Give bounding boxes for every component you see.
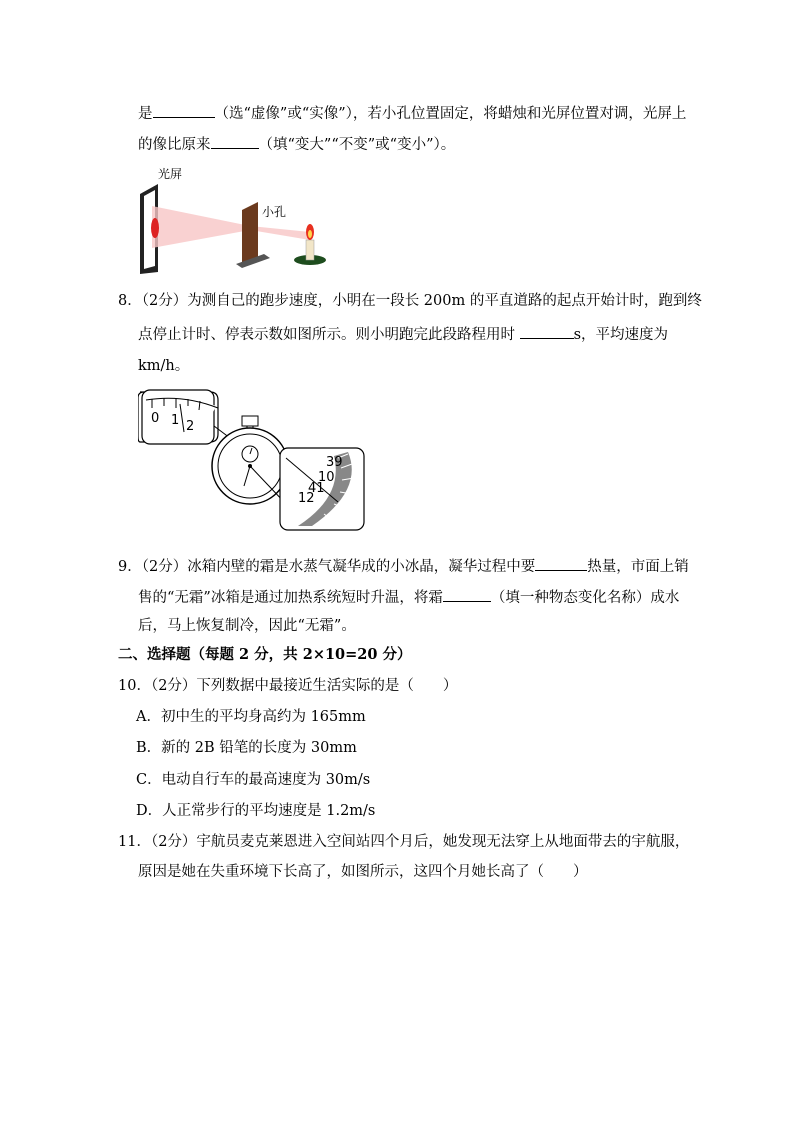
q9-line-2 bbox=[138, 586, 679, 608]
stopwatch-crown bbox=[242, 416, 258, 426]
q10-option-c[interactable]: C．电动自行车的最高速度为 30m/s bbox=[136, 772, 371, 788]
q8-line-1: 8．（2分）为测自己的跑步速度，小明在一段长 200m 的平直道路的起点开始计时，跑到终 bbox=[118, 293, 702, 309]
pinhole-board bbox=[242, 202, 258, 266]
candle-flame-core bbox=[308, 230, 312, 238]
q7-text: 是 bbox=[138, 106, 153, 122]
q7-line-1 bbox=[138, 102, 686, 124]
q10-stem: 10．（2分）下列数据中最接近生活实际的是（ ） bbox=[118, 678, 458, 694]
q10-option-d[interactable]: D．人正常步行的平均速度是 1.2m/s bbox=[136, 803, 376, 819]
q8-line-3 bbox=[138, 354, 189, 376]
q11-line-1: 11．（2分）宇航员麦克莱恩进入空间站四个月后，她发现无法穿上从地面带去的宇航服， bbox=[118, 834, 690, 850]
section-title: 二、选择题（每题 2 分，共 2×10=20 分） bbox=[118, 646, 412, 663]
large-dial-label: 39 bbox=[326, 455, 343, 470]
q8-text: km/h。 bbox=[138, 358, 190, 374]
q8-text: s，平均速度为 bbox=[573, 327, 669, 343]
q9-answer-blank-2[interactable] bbox=[443, 586, 491, 602]
large-dial-label: 10 bbox=[318, 470, 335, 485]
screen-label: 光屏 bbox=[158, 167, 183, 181]
hole-label: 小孔 bbox=[262, 205, 287, 219]
q7-answer-blank-1[interactable] bbox=[153, 102, 215, 118]
q9-text: 热量，市面上销 bbox=[587, 559, 689, 575]
small-dial-label: 2 bbox=[186, 419, 195, 434]
q7-answer-blank-2[interactable] bbox=[211, 133, 259, 149]
q9-text: 9．（2分）冰箱内壁的霜是水蒸气凝华成的小冰晶，凝华过程中要 bbox=[118, 559, 536, 575]
small-dial-label: 1 bbox=[171, 413, 180, 428]
q11-line-2: 原因是她在失重环境下长高了，如图所示，这四个月她长高了（ ） bbox=[138, 864, 588, 880]
q9-answer-blank-1[interactable] bbox=[535, 555, 587, 571]
q8-answer-blank-1[interactable] bbox=[520, 323, 574, 339]
q9-line-1 bbox=[118, 555, 689, 577]
light-beam-left bbox=[152, 206, 250, 248]
light-beam-right bbox=[250, 226, 310, 240]
large-dial-label: 41 bbox=[308, 481, 325, 496]
stopwatch-figure bbox=[138, 386, 368, 532]
q10-option-b[interactable]: B．新的 2B 铅笔的长度为 30mm bbox=[136, 740, 357, 756]
large-dial-label: 12 bbox=[298, 491, 315, 506]
candle bbox=[306, 240, 314, 260]
pinhole-figure bbox=[138, 166, 338, 274]
q7-text: 的像比原来 bbox=[138, 137, 211, 153]
q8-line-2 bbox=[138, 323, 668, 345]
q7-text: （选“虚像”或“实像”），若小孔位置固定，将蜡烛和光屏位置对调，光屏上 bbox=[214, 106, 687, 122]
q10-option-a[interactable]: A．初中生的平均身高约为 165mm bbox=[136, 709, 366, 725]
q9-text: （填一种物态变化名称）成水 bbox=[490, 590, 680, 606]
q9-line-3: 后，马上恢复制冷，因此“无霜”。 bbox=[138, 618, 356, 634]
q7-text: （填“变大”“不变”或“变小”）。 bbox=[258, 137, 456, 153]
q8-text: 点停止计时、停表示数如图所示。则小明跑完此段路程用时 bbox=[138, 327, 515, 343]
q9-text: 售的“无霜”冰箱是通过加热系统短时升温，将霜 bbox=[138, 590, 443, 606]
q7-line-2 bbox=[138, 133, 455, 155]
inverted-image bbox=[151, 218, 159, 238]
small-dial-label: 0 bbox=[151, 411, 160, 426]
